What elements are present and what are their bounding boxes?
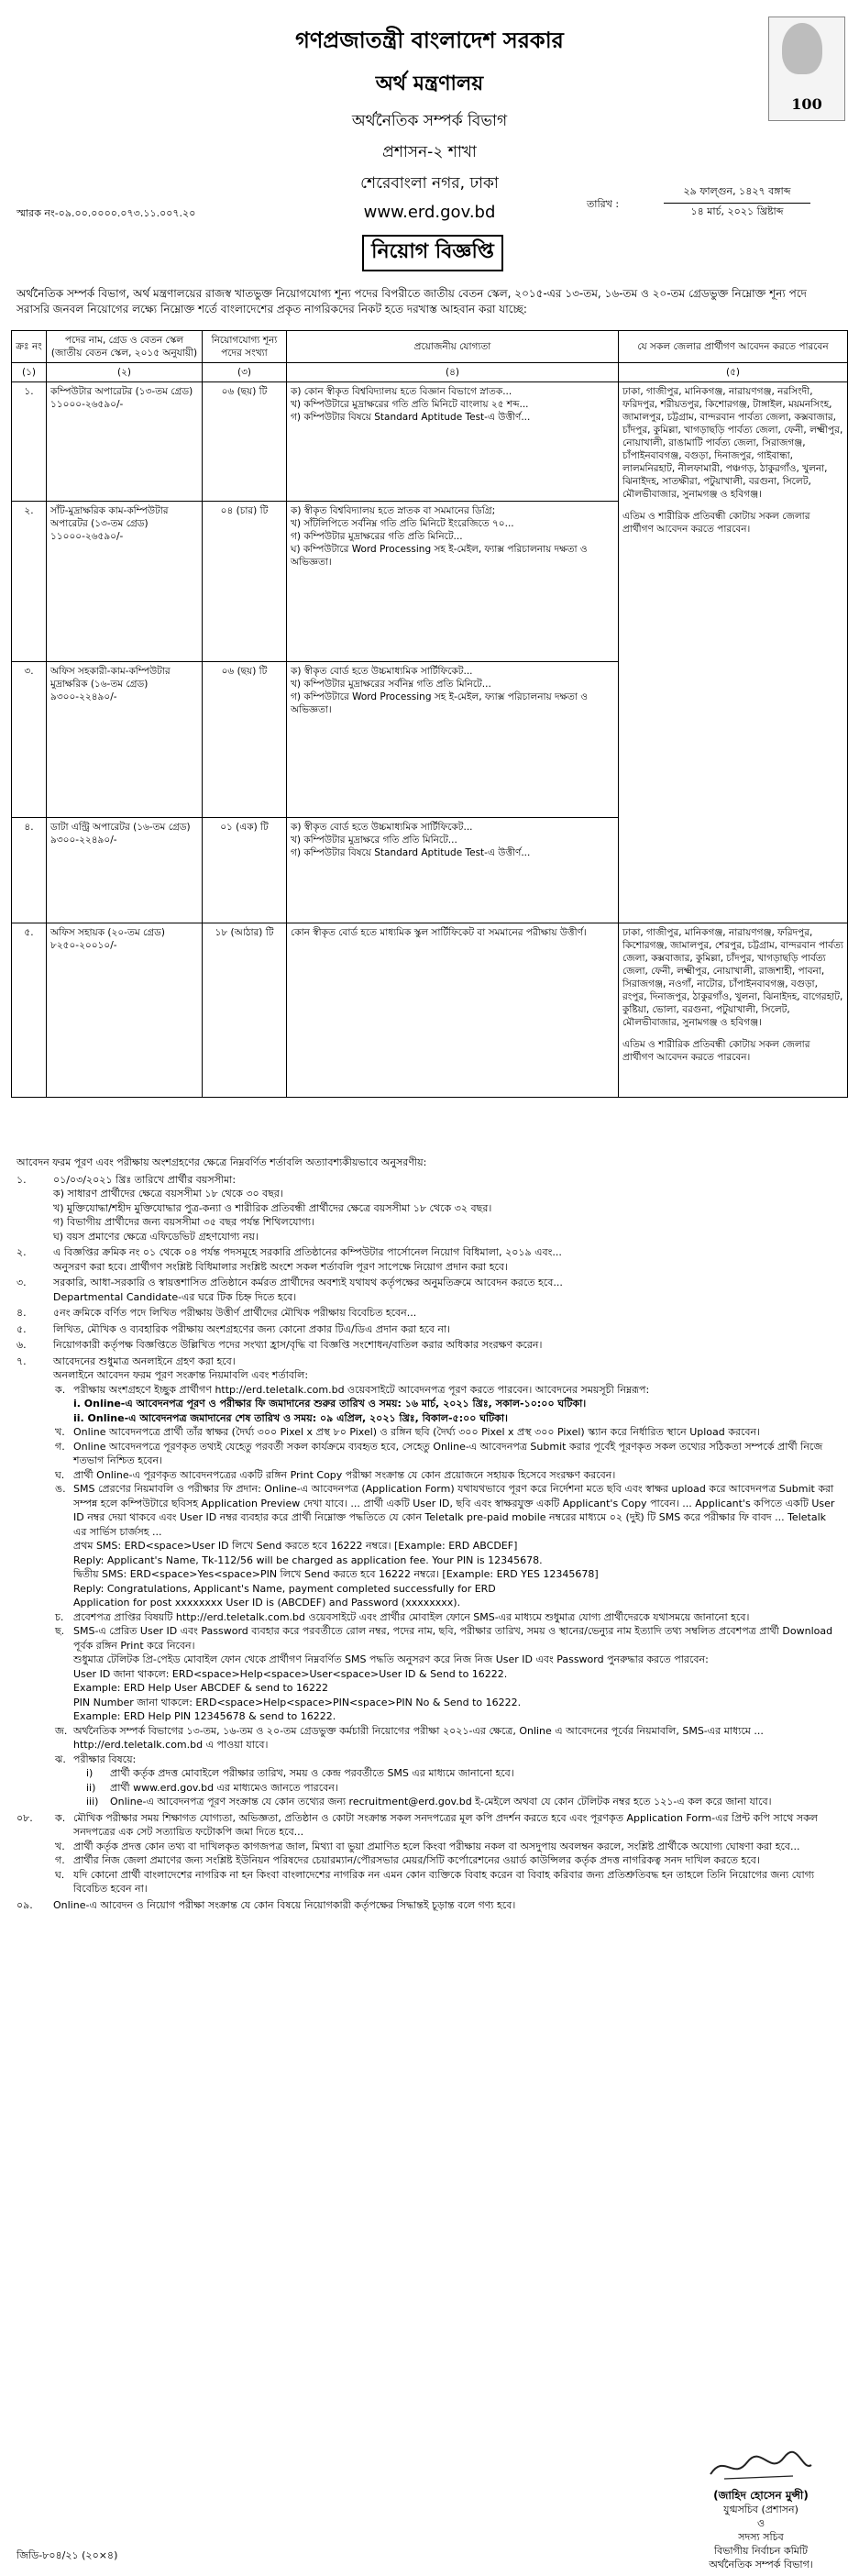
item-line: Online আবেদনপত্রে পূরণকৃত তথ্যই যেহেতু পরবর্তী সকল কার্যক্রমে ব্যবহৃত হবে, সেহেতু Online-এ আবেদনপত্র Submit করার পূর্বেই পূরণকৃত সকল তথ্যের সঠিকতা সম্পর্কে প্রার্থী নিজে শতভাগ নিশ্চিত হবেন। xyxy=(73,1440,823,1466)
sms-line: Application for post xxxxxxxx User ID is (ABCDEF) and Password (xxxxxxxx). xyxy=(73,1597,461,1609)
table-row xyxy=(12,923,848,1098)
online-item xyxy=(53,1383,842,1426)
roman-text: Online-এ আবেদনপত্র পূরণ সংক্রান্ত যে কোন তথ্যের জন্য recruitment@erd.gov.bd ই-মেইলে অথবা যে কোন টেলিটক নম্বর হতে ১২১-এ কল করে জানা যাবে। xyxy=(110,1796,772,1808)
requirement: গ) কম্পিউটার মুদ্রাক্ষরের গতি প্রতি মিনিটে... xyxy=(291,531,463,542)
sub-label: ক. xyxy=(55,1811,66,1824)
col-number: (৩) xyxy=(203,363,287,382)
row-districts xyxy=(619,382,848,923)
row-sl: ৩. xyxy=(12,662,47,818)
sub-label: খ. xyxy=(55,1426,65,1438)
date-english: ১৪ মার্চ, ২০২১ খ্রিষ্টাব্দ xyxy=(690,205,784,217)
instruction-item xyxy=(17,1322,842,1337)
item-line: গ) বিভাগীয় প্রার্থীদের জন্য বয়সসীমা ৩৫ বছর পর্যন্ত শিথিলযোগ্য। xyxy=(53,1216,314,1228)
row-post: অফিস সহায়ক (২০-তম গ্রেড) ৮২৫০-২০০১০/- xyxy=(47,923,203,1098)
col-header-req: প্রয়োজনীয় যোগ্যতা xyxy=(287,331,619,363)
sub-item xyxy=(53,1811,842,1840)
item-line: প্রবেশপত্র প্রাপ্তির বিষয়টি http://erd.teletalk.com.bd ওয়েবসাইটে এবং প্রার্থীর মোবাইল ফোনে SMS-এর মাধ্যমে শুধুমাত্র যোগ্য প্রার্থীদেরকে যথাসময়ে জানানো হবে। xyxy=(73,1610,750,1623)
col-number: (৪) xyxy=(287,363,619,382)
sms-line: User ID জানা থাকলে: ERD<space>Help<space>User<space>User ID & Send to 16222. xyxy=(73,1667,508,1680)
item-line: শুধুমাত্র টেলিটক প্রি-পেইড মোবাইল ফোন থেকে প্রার্থীগণ নিম্নবর্ণিত SMS পদ্ধতি অনুসরণ করে নিজ নিজ User ID এবং Password পুনরুদ্ধার করতে পারবেন: xyxy=(73,1653,709,1665)
online-item xyxy=(53,1724,842,1752)
date-bangla: ২৯ ফাল্গুন, ১৪২৭ বঙ্গাব্দ xyxy=(664,183,810,204)
item-line: ০১/০৩/২০২১ খ্রিঃ তারিখে প্রার্থীর বয়সসীমা: xyxy=(53,1173,237,1186)
roman-label: i) xyxy=(86,1767,94,1779)
roman-text: প্রার্থী কর্তৃক প্রদত্ত মোবাইলে পরীক্ষার তারিখ, সময় ও কেন্দ্র পরবর্তীতে SMS এর মাধ্যমে জানানো হবে। xyxy=(110,1767,514,1779)
portrait-icon xyxy=(782,23,822,74)
item-line: অর্থনৈতিক সম্পর্ক বিভাগের ১৩-তম, ১৬-তম ও ২০-তম গ্রেডভুক্ত কর্মচারী নিয়োগের পরীক্ষা ২০২১-এর ক্ষেত্রে, Online এ আবেদনের পূর্বের নিয়মাবলি, SMS-এর মাধ্যমে ... http://erd.teletalk.com.bd এ পাওয়া যাবে। xyxy=(73,1724,764,1751)
item-number: ৬. xyxy=(17,1339,27,1351)
col-header-post: পদের নাম, গ্রেড ও বেতন স্কেল (জাতীয় বেতন স্কেল, ২০১৫ অনুযায়ী) xyxy=(47,331,203,363)
row-requirements xyxy=(287,923,619,1098)
item-number: ১. xyxy=(17,1173,27,1186)
row-count: ১৮ (আঠার) টি xyxy=(203,923,287,1098)
item-number: ৩. xyxy=(17,1277,27,1288)
item-number: ৪. xyxy=(17,1307,27,1319)
col-number: (৫) xyxy=(619,363,848,382)
item-line: ক) সাধারণ প্রার্থীদের ক্ষেত্রে বয়সসীমা ১৮ থেকে ৩০ বছর। xyxy=(53,1188,283,1200)
requirement: কোন স্বীকৃত বোর্ড হতে মাধ্যমিক স্কুল সার্টিফিকেট বা সমমানের পরীক্ষায় উত্তীর্ণ। xyxy=(291,927,587,938)
memo-number: স্মারক নং-০৯.০০.০০০০.০৭৩.১১.০০৭.২০ xyxy=(17,207,196,219)
row-sl: ৫. xyxy=(12,923,47,1098)
requirement: ক) স্বীকৃত বিশ্ববিদ্যালয় হতে স্নাতক বা সমমানের ডিগ্রি; xyxy=(291,505,496,516)
sms-line: Reply: Congratulations, Applicant's Name, payment completed successfully for ERD xyxy=(73,1582,496,1595)
sub-item xyxy=(53,1853,842,1868)
row-post: কম্পিউটার অপারেটর (১৩-তম গ্রেড) ১১০০০-২৬৫৯০/- xyxy=(47,382,203,502)
requirement: গ) কম্পিউটার বিষয়ে Standard Aptitude Test-এ উত্তীর্ণ... xyxy=(291,847,531,858)
notice-title: নিয়োগ বিজ্ঞপ্তি xyxy=(362,235,503,271)
sub-label: ঘ. xyxy=(55,1868,65,1881)
item-line: খ) মুক্তিযোদ্ধা/শহীদ মুক্তিযোদ্ধার পুত্র-কন্যা ও শারীরিক প্রতিবন্ধী প্রার্থীদের ক্ষেত্রে বয়সসীমা ১৮ থেকে ৩২ বছর। xyxy=(53,1201,492,1214)
requirement: খ) কম্পিউটারে মুদ্রাক্ষরের গতি প্রতি মিনিটে বাংলায় ২৫ শব্দ... xyxy=(291,399,529,410)
table-colnum-row xyxy=(12,363,848,382)
row-requirements xyxy=(287,382,619,502)
footer-reference: জিডি-৮০৪/২১ (২০×৪) xyxy=(17,2549,118,2561)
row-sl: ২. xyxy=(12,502,47,662)
sub-label: ক. xyxy=(55,1383,66,1396)
sub-label: ঘ. xyxy=(55,1468,65,1481)
row-sl: ৪. xyxy=(12,818,47,923)
sms-line: Example: ERD Help User ABCDEF & send to 16222 xyxy=(73,1682,328,1694)
signatory-title: যুগ্মসচিব (প্রশাসন) xyxy=(723,2504,798,2515)
logo-text: 100 xyxy=(791,95,822,113)
requirement: গ) কম্পিউটারে Word Processing সহ ই-মেইল, ফ্যাক্স পরিচালনায় দক্ষতা ও অভিজ্ঞতা। xyxy=(291,691,589,715)
roman-label: ii) xyxy=(86,1781,96,1794)
item-line: SMS-এ প্রেরিত User ID এবং Password ব্যবহার করে পরবর্তীতে রোল নম্বর, পদের নাম, ছবি, পরীক্ষার তারিখ, সময় ও স্থানের/ভেন্যুর নাম ইত্যাদি তথ্য সম্বলিত প্রবেশপত্র প্রার্থী Download পূর্বক রঙ্গিন Print করে নিবেন। xyxy=(73,1625,833,1652)
instructions xyxy=(17,1155,842,1914)
online-lead: অনলাইনে আবেদন ফরম পূরণ সংক্রান্ত নিয়মাবলি এবং শর্তাবলি: xyxy=(53,1369,309,1381)
signatory-name: (জাহিদ হোসেন মুন্সী) xyxy=(713,2489,809,2502)
row-count: ০৬ (ছয়) টি xyxy=(203,382,287,502)
requirement: গ) কম্পিউটার বিষয়ে Standard Aptitude Test-এ উত্তীর্ণ... xyxy=(291,412,531,423)
signatory-title: অর্থনৈতিক সম্পর্ক বিভাগ। xyxy=(709,2559,813,2570)
row-count: ০৪ (চার) টি xyxy=(203,502,287,662)
instruction-item xyxy=(17,1245,842,1274)
online-item xyxy=(53,1468,842,1483)
online-item xyxy=(53,1752,842,1809)
sub-label: গ. xyxy=(55,1854,65,1866)
instruction-item xyxy=(17,1276,842,1304)
signatory-title: বিভাগীয় নির্বাচন কমিটি xyxy=(713,2545,809,2557)
item-line: যদি কোনো প্রার্থী বাংলাদেশের নাগরিক না হন কিংবা বাংলাদেশের নাগরিক নন এমন কোন ব্যক্তিকে বিবাহ করেন বা বিবাহ করিবার জন্য প্রতিশ্রুতিবদ্ধ হন তাহলে তিনি নিয়োগের জন্য যোগ্য বিবেচিত হবেন না। xyxy=(73,1868,815,1895)
item-line: SMS প্রেরণের নিয়মাবলি ও পরীক্ষার ফি প্রদান: Online-এ আবেদনপত্র (Application Form) যথাযথভাবে পূরণ করে নির্দেশনা মতে ছবি এবং স্বাক্ষর upload করে আবেদনপত্র Submit করা সম্পন্ন হলে কম্পিউটারে ছবিসহ Application Preview দেখা যাবে। ... প্রার্থী একটি User ID, ছবি এবং স্বাক্ষরযুক্ত একটি Applicant's Copy পাবেন। ... Applicant's কপিতে একটি User ID নম্বর দেয়া থাকবে এবং User ID নম্বর ব্যবহার করে প্রার্থী নিম্নোক্ত পদ্ধতিতে যে কোন Teletalk pre-paid mobile নম্বরের মাধ্যমে ০২ (দুই) টি SMS করে পরীক্ষার ফি বাবদ ... Teletalk এর সার্ভিস চার্জসহ ... xyxy=(73,1483,835,1538)
item-line: Departmental Candidate-এর ঘরে টিক চিহ্ন দিতে হবে। xyxy=(53,1290,297,1303)
online-item xyxy=(53,1425,842,1440)
row-requirements xyxy=(287,662,619,818)
sms-line: দ্বিতীয় SMS: ERD<space>Yes<space>PIN লিখে Send করতে হবে 16222 নম্বরে। [Example: ERD YES 12345678] xyxy=(73,1568,599,1580)
item-number: ০৮. xyxy=(17,1811,33,1824)
sms-line: প্রথম SMS: ERD<space>User ID লিখে Send করতে হবে 16222 নম্বরে। [Example: ERD ABCDEF] xyxy=(73,1540,518,1552)
roman-item xyxy=(73,1795,842,1809)
item-line: পরীক্ষার বিষয়ে: xyxy=(73,1752,137,1765)
instruction-item xyxy=(17,1306,842,1321)
item-number: ২. xyxy=(17,1246,27,1258)
instruction-item xyxy=(17,1173,842,1244)
row-count: ০৬ (ছয়) টি xyxy=(203,662,287,818)
signatory-title: সদস্য সচিব xyxy=(738,2531,784,2543)
instructions-lead: আবেদন ফরম পূরণ এবং পরীক্ষায় অংশগ্রহণের ক্ষেত্রে নিম্নবর্ণিত শর্তাবলি অত্যাবশ্যকীয়ভাবে অনুসরণীয়: xyxy=(17,1156,427,1168)
item-line: অনুসরণ করা হবে। প্রার্থীগণ সংশ্লিষ্ট বিধিমালার সংশ্লিষ্ট অংশে সকল শর্তাবলি পূরণ সাপেক্ষে নিয়োগ প্রদান করা হবে। xyxy=(53,1260,508,1273)
requirement: ক) স্বীকৃত বোর্ড হতে উচ্চমাধ্যমিক সার্টিফিকেট... xyxy=(291,666,473,677)
item-line: নিয়োগকারী কর্তৃপক্ষ বিজ্ঞপ্তিতে উল্লিখিত পদের সংখ্যা হ্রাস/বৃদ্ধি বা বিজ্ঞপ্তি সংশোধন/বাতিল করার অধিকার সংরক্ষণ করেন। xyxy=(53,1339,543,1351)
sub-label: জ. xyxy=(55,1724,68,1737)
item-line: প্রার্থী কর্তৃক প্রদত্ত কোন তথ্য বা দাখিলকৃত কাগজপত্র জাল, মিথ্যা বা ভুয়া প্রমাণিত হলে কিংবা পরীক্ষায় নকল বা অসদুপায় অবলম্বন করলে, সংশ্লিষ্ট প্রার্থীকে অযোগ্য ঘোষণা করা হবে... xyxy=(73,1840,800,1852)
instruction-item xyxy=(17,1898,842,1913)
item-line: প্রার্থী Online-এ পূরণকৃত আবেদনপত্রের একটি রঙ্গিন Print Copy পরীক্ষা সংক্রান্ত যে কোন প্রয়োজনে সহায়ক হিসেবে সংরক্ষণ করবেন। xyxy=(73,1468,616,1481)
sms-line: Reply: Applicant's Name, Tk-112/56 will be charged as application fee. Your PIN is 12345678. xyxy=(73,1553,543,1566)
intro-paragraph: অর্থনৈতিক সম্পর্ক বিভাগ, অর্থ মন্ত্রণালয়ের রাজস্ব খাতভুক্ত নিয়োগযোগ্য শূন্য পদের বিপরীতে জাতীয় বেতন স্কেল, ২০১৫-এর ১৩-তম, ১৬-তম ও ২০-তম গ্রেডভুক্ত নিম্নোক্ত শূন্য পদে সরাসরি জনবল নিয়োগের লক্ষ্যে নিম্নোক্ত শর্তে বাংলাদেশের প্রকৃত নাগরিকদের নিকট হতে দরখাস্ত আহবান করা যাচ্ছে: xyxy=(17,287,807,315)
sms-line: PIN Number জানা থাকলে: ERD<space>Help<space>PIN<space>PIN No & Send to 16222. xyxy=(73,1696,522,1708)
website: www.erd.gov.bd xyxy=(363,203,496,222)
row-count: ০১ (এক) টি xyxy=(203,818,287,923)
item-line: ৫নং ক্রমিকে বর্ণিত পদে লিখিত পরীক্ষায় উত্তীর্ণ প্রার্থীদের মৌখিক পরীক্ষায় বিবেচিত হবেন... xyxy=(53,1307,417,1319)
instruction-item xyxy=(17,1338,842,1353)
vacancy-table xyxy=(11,330,848,1098)
ministry-name: অর্থ মন্ত্রণালয় xyxy=(375,72,484,95)
item-number: ০৯. xyxy=(17,1898,33,1911)
quota-note: এতিম ও শারীরিক প্রতিবন্ধী কোটায় সকল জেলার প্রার্থীগণ আবেদন করতে পারবেন। xyxy=(622,511,810,535)
requirement: খ) সাঁটলিপিতে সর্বনিম্ন গতি প্রতি মিনিটে ইংরেজিতে ৭০... xyxy=(291,518,514,529)
signature-image xyxy=(678,2449,843,2485)
row-post: অফিস সহকারী-কাম-কম্পিউটার মুদ্রাক্ষরিক (১৬-তম গ্রেড) ৯৩০০-২২৪৯০/- xyxy=(47,662,203,818)
row-requirements xyxy=(287,818,619,923)
col-number: (২) xyxy=(47,363,203,382)
item-number: ৫. xyxy=(17,1322,27,1335)
item-line: Online আবেদনপত্রে প্রার্থী তাঁর স্বাক্ষর (দৈর্ঘ্য ৩০০ Pixel x প্রস্থ ৮০ Pixel) ও রঙ্গিন ছবি (দৈর্ঘ্য ৩০০ Pixel x প্রস্থ ৩০০ Pixel) স্ক্যান করে নির্ধারিত স্থানে Upload করবেন। xyxy=(73,1426,761,1438)
sub-label: ঙ. xyxy=(55,1483,66,1495)
row-sl: ১. xyxy=(12,382,47,502)
roman-text: প্রার্থী www.erd.gov.bd এর মাধ্যমেও জানতে পারবেন। xyxy=(110,1781,338,1794)
item-line: এ বিজ্ঞপ্তির ক্রমিক নং ০১ থেকে ০৪ পর্যন্ত পদসমূহে সরকারি প্রতিষ্ঠানের কম্পিউটার পার্সোনেল নিয়োগ বিধিমালা, ২০১৯ এবং... xyxy=(53,1246,562,1258)
district-list: ঢাকা, গাজীপুর, মানিকগঞ্জ, নারায়ণগঞ্জ, নরসিংদী, ফরিদপুর, শরীয়তপুর, কিশোরগঞ্জ, টাঙ্গাইল, ময়মনসিংহ, জামালপুর, চট্টগ্রাম, বান্দরবান পার্বত্য জেলা, কক্সবাজার, চাঁদপুর, কুমিল্লা, খাগড়াছড়ি পার্বত্য জেলা, ফেনী, লক্ষ্মীপুর, নোয়াখালী, রাঙামাটি পার্বত্য জেলা, সিরাজগঞ্জ, চাঁপাইনবাবগঞ্জ, বগুড়া, দিনাজপুর, গাইবান্ধা, লালমনিরহাট, নীলফামারী, পঞ্চগড়, ঠাকুরগাঁও, খুলনা, ঝিনাইদহ, সাতক্ষীরা, পটুয়াখালী, বরগুনা, সিলেট, মৌলভীবাজার, সুনামগঞ্জ ও হবিগঞ্জ। xyxy=(622,386,843,500)
district-list: ঢাকা, গাজীপুর, মানিকগঞ্জ, নারায়ণগঞ্জ, ফরিদপুর, কিশোরগঞ্জ, জামালপুর, শেরপুর, চট্টগ্রাম, বান্দরবান পার্বত্য জেলা, কক্সবাজার, কুমিল্লা, চাঁদপুর, খাগড়াছড়ি পার্বত্য জেলা, ফেনী, লক্ষ্মীপুর, নোয়াখালী, রাজশাহী, পাবনা, সিরাজগঞ্জ, নওগাঁ, নাটোর, চাঁপাইনবাবগঞ্জ, বগুড়া, রংপুর, দিনাজপুর, ঠাকুরগাঁও, খুলনা, ঝিনাইদহ, বাগেরহাট, কুষ্টিয়া, ভোলা, বরগুনা, পটুয়াখালী, সিলেট, মৌলভীবাজার, সুনামগঞ্জ ও হবিগঞ্জ। xyxy=(622,927,843,1028)
sms-line: Example: ERD Help PIN 12345678 & send to 16222. xyxy=(73,1710,336,1722)
item-number: ৭. xyxy=(17,1354,27,1367)
online-item xyxy=(53,1440,842,1468)
government-name: গণপ্রজাতন্ত্রী বাংলাদেশ সরকার xyxy=(295,28,564,53)
roman-item xyxy=(73,1766,842,1781)
col-header-count: নিয়োগযোগ্য শূন্য পদের সংখ্যা xyxy=(203,331,287,363)
item-line: Online-এ আবেদন ও নিয়োগ পরীক্ষা সংক্রান্ত যে কোন বিষয়ে নিয়োগকারী কর্তৃপক্ষের সিদ্ধান্তই চূড়ান্ত বলে গণ্য হবে। xyxy=(53,1898,516,1911)
col-header-sl: ক্রঃ নং xyxy=(12,331,47,363)
col-header-districts: যে সকল জেলার প্রার্থীগণ আবেদন করতে পারবেন xyxy=(619,331,848,363)
quota-note: এতিম ও শারীরিক প্রতিবন্ধী কোটায় সকল জেলার প্রার্থীগণ আবেদন করতে পারবেন। xyxy=(622,1039,810,1063)
requirement: খ) কম্পিউটার মুদ্রাক্ষরের সর্বনিম্ন গতি প্রতি মিনিটে... xyxy=(291,679,491,690)
item-line: লিখিত, মৌখিক ও ব্যবহারিক পরীক্ষায় অংশগ্রহণের জন্য কোনো প্রকার টিএ/ডিএ প্রদান করা হবে না। xyxy=(53,1322,451,1335)
sub-label: ঝ. xyxy=(55,1752,66,1765)
row-districts xyxy=(619,923,848,1098)
item-line: ii. Online-এ আবেদনপত্র জমাদানের শেষ তারিখ ও সময়: ০৯ এপ্রিল, ২০২১ খ্রিঃ, বিকাল-৫:০০ ঘটিকা। xyxy=(73,1411,508,1424)
online-item xyxy=(53,1624,842,1724)
item-line: মৌখিক পরীক্ষার সময় শিক্ষাগত যোগ্যতা, অভিজ্ঞতা, প্রতিষ্ঠান ও কোটা সংক্রান্ত সকল সনদপত্রের মূল কপি প্রদর্শন করতে হবে এবং পূরণকৃত Application Form-এর প্রিন্ট কপি সাথে সকল সনদপত্রের এক সেট সত্যায়িত ফটোকপি জমা দিতে হবে... xyxy=(73,1811,818,1838)
row-post: ডাটা এন্ট্রি অপারেটর (১৬-তম গ্রেড) ৯৩০০-২২৪৯০/- xyxy=(47,818,203,923)
sub-label: গ. xyxy=(55,1440,65,1453)
col-number: (১) xyxy=(12,363,47,382)
sub-item xyxy=(53,1840,842,1854)
instruction-item xyxy=(17,1811,842,1896)
item-line: আবেদনের শুধুমাত্র অনলাইনে গ্রহণ করা হবে। xyxy=(53,1354,236,1367)
table-row xyxy=(12,382,848,502)
branch-name: প্রশাসন-২ শাখা xyxy=(382,143,477,161)
sub-item xyxy=(53,1868,842,1896)
date-label: তারিখ : xyxy=(587,198,620,210)
row-requirements xyxy=(287,502,619,662)
requirement: ঘ) কম্পিউটারে Word Processing সহ ই-মেইল, ফ্যাক্স পরিচালনায় দক্ষতা ও অভিজ্ঞতা। xyxy=(291,544,588,568)
table-header-row xyxy=(12,331,848,363)
roman-label: iii) xyxy=(86,1796,99,1808)
requirement: ক) স্বীকৃত বোর্ড হতে উচ্চমাধ্যমিক সার্টিফিকেট... xyxy=(291,822,473,833)
signatory-title: ও xyxy=(756,2517,765,2529)
item-line: ঘ) বয়স প্রমাণের ক্ষেত্রে এফিডেভিট গ্রহণযোগ্য নয়। xyxy=(53,1230,259,1243)
sub-label: খ. xyxy=(55,1840,65,1852)
sub-label: চ. xyxy=(55,1610,64,1623)
division-name: অর্থনৈতিক সম্পর্ক বিভাগ xyxy=(351,112,508,130)
item-line: পরীক্ষায় অংশগ্রহণে ইচ্ছুক প্রার্থীগণ http://erd.teletalk.com.bd ওয়েবসাইটে আবেদনপত্র পূরণ করতে পারবেন। আবেদনের সময়সূচী নিম্নরূপ: xyxy=(73,1383,650,1396)
requirement: ক) কোন স্বীকৃত বিশ্ববিদ্যালয় হতে বিজ্ঞান বিভাগে স্নাতক... xyxy=(291,386,512,397)
requirement: খ) কম্পিউটার মুদ্রাক্ষরে গতি প্রতি মিনিটে... xyxy=(291,835,457,846)
online-item xyxy=(53,1482,842,1610)
online-item xyxy=(53,1610,842,1625)
row-post: সাঁট-মুদ্রাক্ষরিক কাম-কম্পিউটার অপারেটর (১৩-তম গ্রেড) ১১০০০-২৬৫৯০/- xyxy=(47,502,203,662)
sub-label: ছ. xyxy=(55,1625,65,1637)
roman-item xyxy=(73,1781,842,1796)
signature-block xyxy=(678,2449,843,2571)
address: শেরেবাংলা নগর, ঢাকা xyxy=(360,174,499,193)
item-line: সরকারি, আধা-সরকারি ও স্বায়ত্তশাসিত প্রতিষ্ঠানে কর্মরত প্রার্থীদের অবশ্যই যথাযথ কর্তৃপক্ষের অনুমতিক্রমে আবেদন করতে হবে... xyxy=(53,1277,563,1288)
instruction-item xyxy=(17,1354,842,1809)
item-line: i. Online-এ আবেদনপত্র পূরণ ও পরীক্ষার ফি জমাদানের শুরুর তারিখ ও সময়: ১৬ মার্চ, ২০২১ খ্রিঃ, সকাল-১০:০০ ঘটিকা। xyxy=(73,1398,587,1410)
item-line: প্রার্থীর নিজ জেলা প্রমাণের জন্য সংশ্লিষ্ট ইউনিয়ন পরিষদের চেয়ারম্যান/পৌরসভার মেয়র/সিটি কর্পোরেশনের ওয়ার্ড কাউন্সিলর কর্তৃক প্রদত্ত নাগরিকত্ব সনদ দাখিল করতে হবে। xyxy=(73,1854,760,1866)
mujib-100-logo xyxy=(768,17,845,121)
